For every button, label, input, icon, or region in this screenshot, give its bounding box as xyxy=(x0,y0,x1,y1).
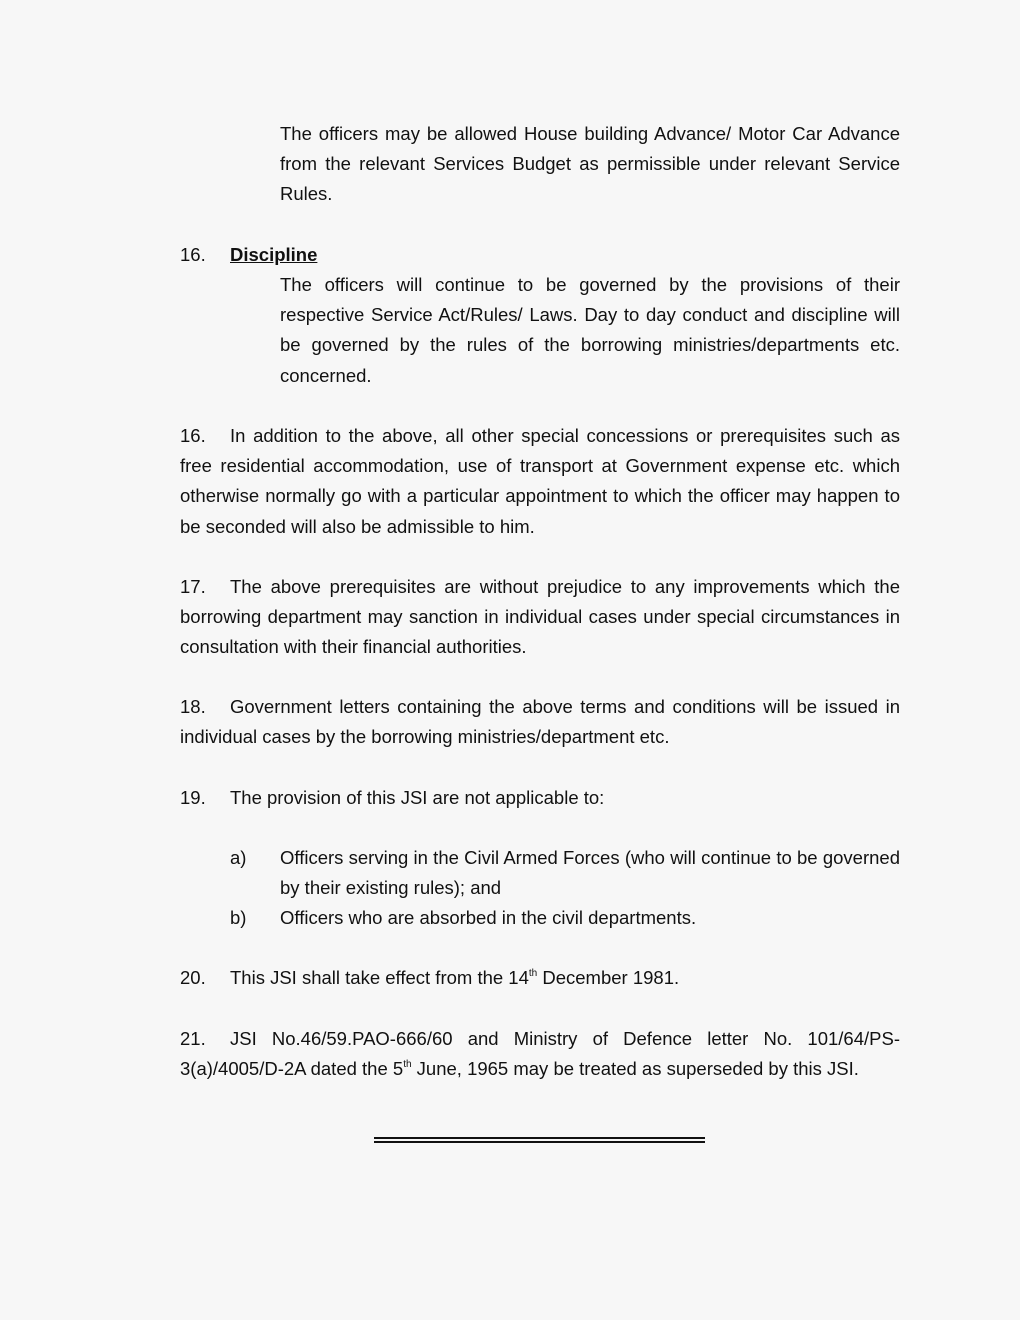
paragraph-text: Government letters containing the above terms and conditions will be issued in individual cases by the borrowing ministries/department etc. xyxy=(180,696,900,748)
section-number: 16. xyxy=(180,244,206,265)
end-double-rule xyxy=(374,1137,705,1143)
paragraph-text: The officers will continue to be governed by the provisions of their respective Service Act/Rules/ Laws. Day to day conduct and discipline will be governed by the rules of the borrowing ministries/departments etc. concerned. xyxy=(280,274,900,386)
section-number: 20. xyxy=(180,967,206,988)
section-18 xyxy=(180,692,900,752)
ordinal-suffix: th xyxy=(403,1059,412,1071)
paragraph-text: June, 1965 may be treated as superseded by this JSI. xyxy=(411,1058,859,1080)
section-16-discipline-body xyxy=(280,270,900,391)
section-number: 16. xyxy=(180,425,206,446)
paragraph-text: The provision of this JSI are not applicable to: xyxy=(230,787,605,808)
paragraph-text: JSI No.46/59.PAO-666/60 and Ministry of Defence letter No. 101/64/PS-3(a)/4005/D-2A dated the 5 xyxy=(180,1028,900,1080)
paragraph-text: In addition to the above, all other special concessions or prerequisites such as free residential accommodation, use of transport at Government expense etc. which otherwise normally go with a particular appointment to which the officer may happen to be seconded will also be admissible to him. xyxy=(180,425,900,537)
section-21 xyxy=(180,1024,900,1084)
paragraph-text: December 1981. xyxy=(537,967,680,988)
section-number: 19. xyxy=(180,787,206,808)
section-20 xyxy=(180,963,900,993)
list-text: Officers serving in the Civil Armed Forces (who will continue to be governed by their existing rules); and xyxy=(280,847,900,899)
list-item-b xyxy=(180,903,900,935)
paragraph-text: The above prerequisites are without prejudice to any improvements which the borrowing department may sanction in individual cases under special circumstances in consultation with their financial authorities. xyxy=(180,576,900,658)
section-number: 21. xyxy=(180,1028,206,1049)
list-label: a) xyxy=(230,847,247,868)
section-16-concessions xyxy=(180,421,900,542)
list-label: b) xyxy=(230,907,247,928)
paragraph-text: This JSI shall take effect from the 14 xyxy=(230,967,529,988)
list-text: Officers who are absorbed in the civil departments. xyxy=(280,907,697,928)
section-number: 17. xyxy=(180,576,206,597)
ordinal-suffix: th xyxy=(528,968,538,979)
section-19 xyxy=(180,783,900,813)
list-item-a xyxy=(180,843,900,905)
section-16-discipline xyxy=(180,240,900,270)
section-number: 18. xyxy=(180,696,206,717)
paragraph-advance xyxy=(280,119,900,210)
paragraph-text: The officers may be allowed House building Advance/ Motor Car Advance from the relevant Services Budget as permissible under relevant Service Rules. xyxy=(280,123,900,205)
section-17 xyxy=(180,572,900,663)
section-heading: Discipline xyxy=(230,244,318,265)
